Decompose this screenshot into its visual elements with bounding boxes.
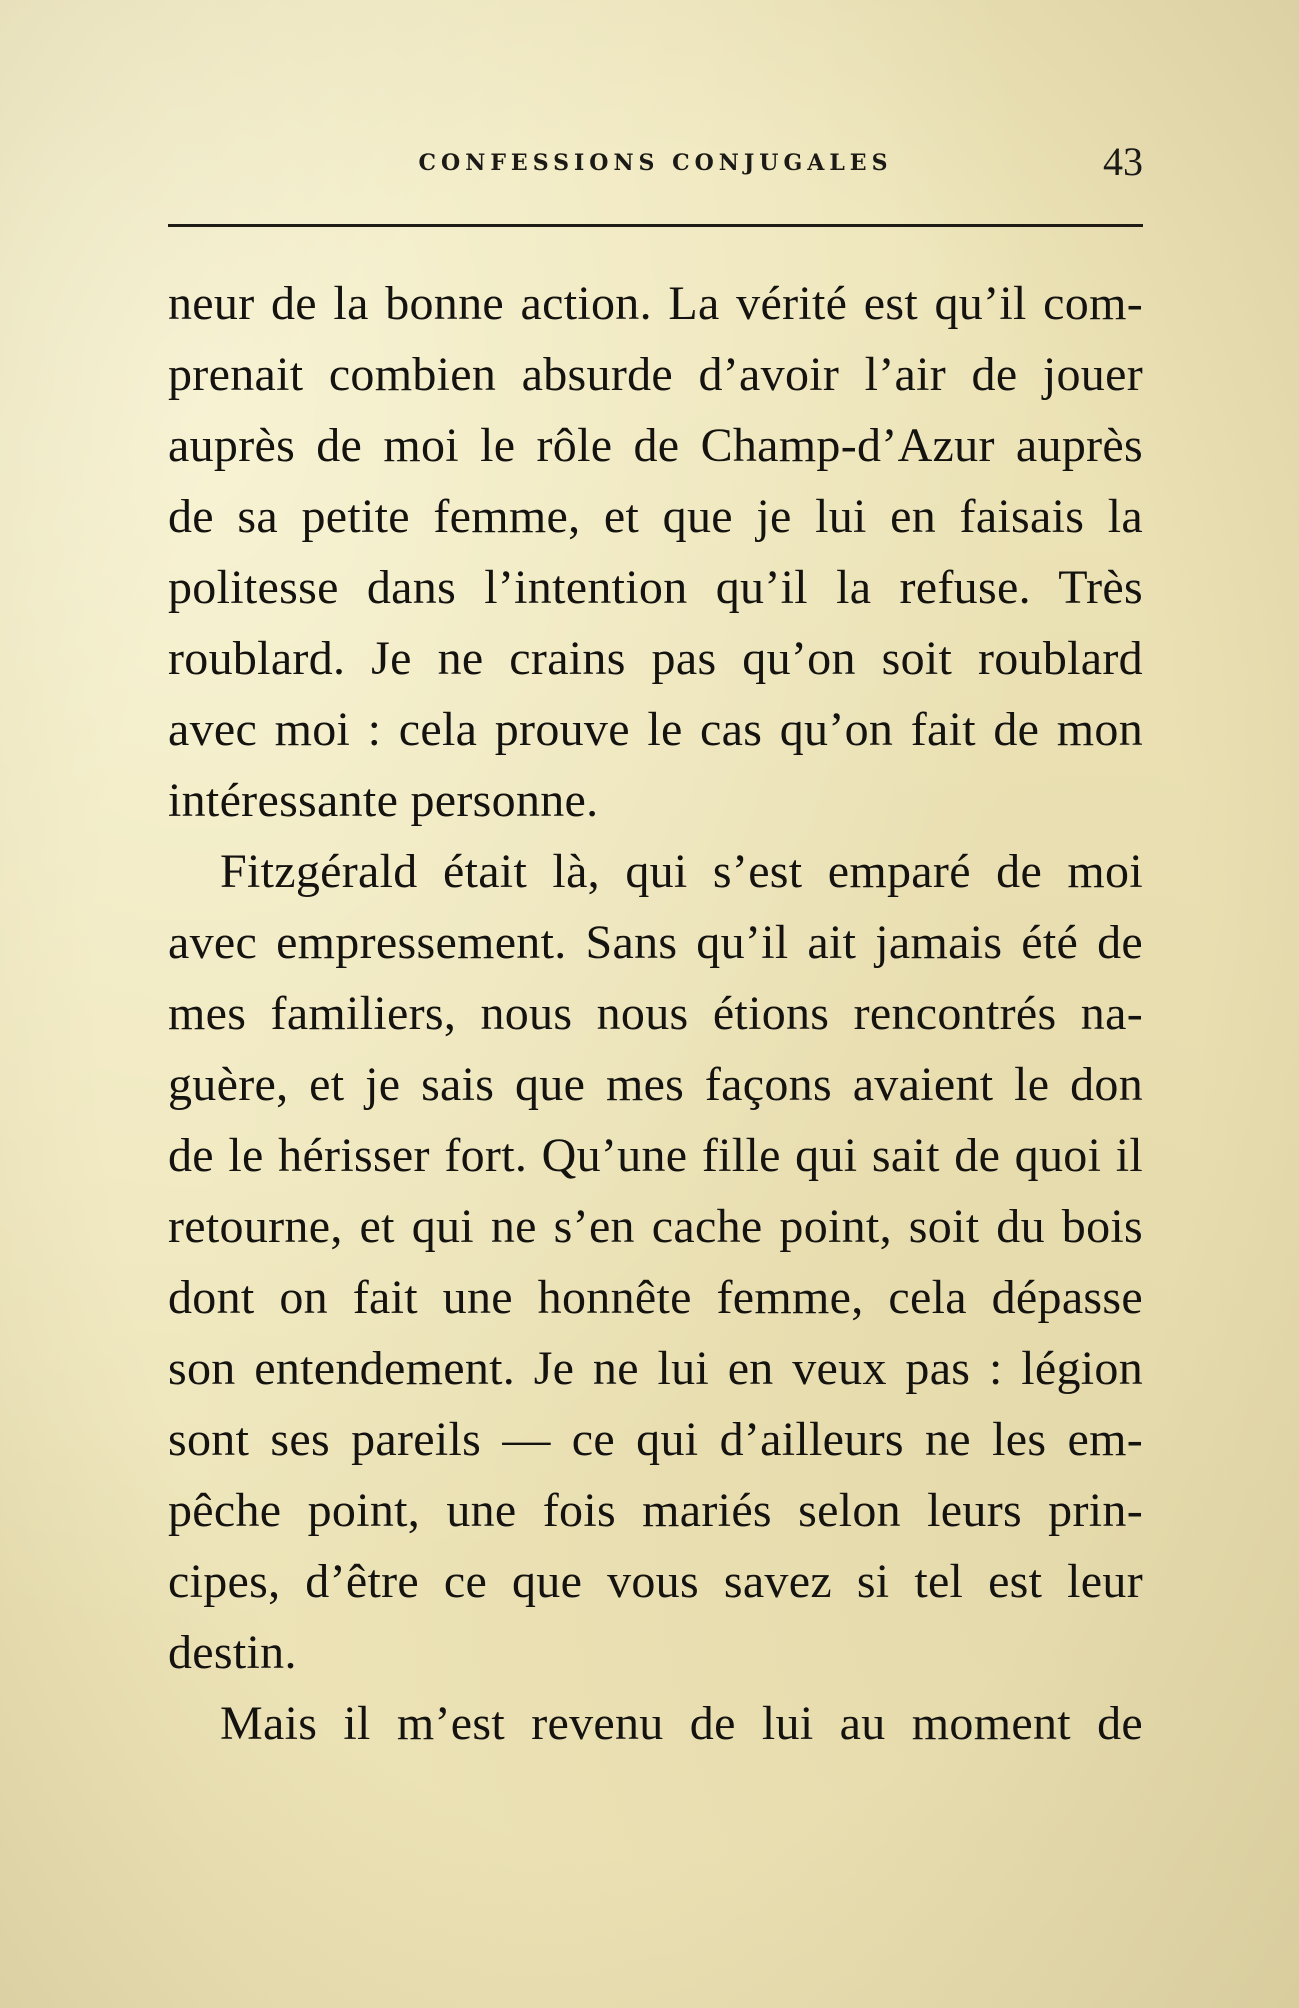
- text-line: avec empressement. Sans qu’il ait jamais été de: [168, 916, 1143, 969]
- text-line: auprès de moi le rôle de Champ-d’Azur auprès: [168, 419, 1143, 472]
- text-line: pêche point, une fois mariés selon leurs prin-: [168, 1484, 1143, 1537]
- text-line: destin.: [168, 1626, 297, 1679]
- text-line: cipes, d’être ce que vous savez si tel est leur: [168, 1555, 1143, 1608]
- page-number: 43: [1103, 139, 1143, 184]
- body-text: [168, 268, 1143, 1759]
- text-line: neur de la bonne action. La vérité est qu’il com-: [168, 277, 1143, 330]
- text-line: mes familiers, nous nous étions rencontrés na-: [168, 987, 1143, 1040]
- text-line: son entendement. Je ne lui en veux pas : légion: [168, 1342, 1143, 1395]
- running-title: CONFESSIONS CONJUGALES: [418, 150, 893, 176]
- text-line: intéressante personne.: [168, 774, 599, 827]
- text-line: de sa petite femme, et que je lui en faisais la: [168, 490, 1143, 543]
- text-line: sont ses pareils — ce qui d’ailleurs ne les em-: [168, 1413, 1143, 1466]
- text-line: roublard. Je ne crains pas qu’on soit roublard: [168, 632, 1143, 685]
- text-line: Mais il m’est revenu de lui au moment de: [220, 1697, 1143, 1750]
- text-line: guère, et je sais que mes façons avaient le don: [168, 1058, 1143, 1111]
- text-line: avec moi : cela prouve le cas qu’on fait de mon: [168, 703, 1143, 756]
- header-rule: [168, 224, 1143, 227]
- text-line: dont on fait une honnête femme, cela dépasse: [168, 1271, 1143, 1324]
- text-line: Fitzgérald était là, qui s’est emparé de moi: [220, 845, 1143, 898]
- text-line: politesse dans l’intention qu’il la refuse. Très: [168, 561, 1143, 614]
- text-line: de le hérisser fort. Qu’une fille qui sait de quoi il: [168, 1129, 1143, 1182]
- running-head: [168, 140, 1143, 190]
- text-line: retourne, et qui ne s’en cache point, soit du bois: [168, 1200, 1143, 1253]
- text-line: prenait combien absurde d’avoir l’air de jouer: [168, 348, 1143, 401]
